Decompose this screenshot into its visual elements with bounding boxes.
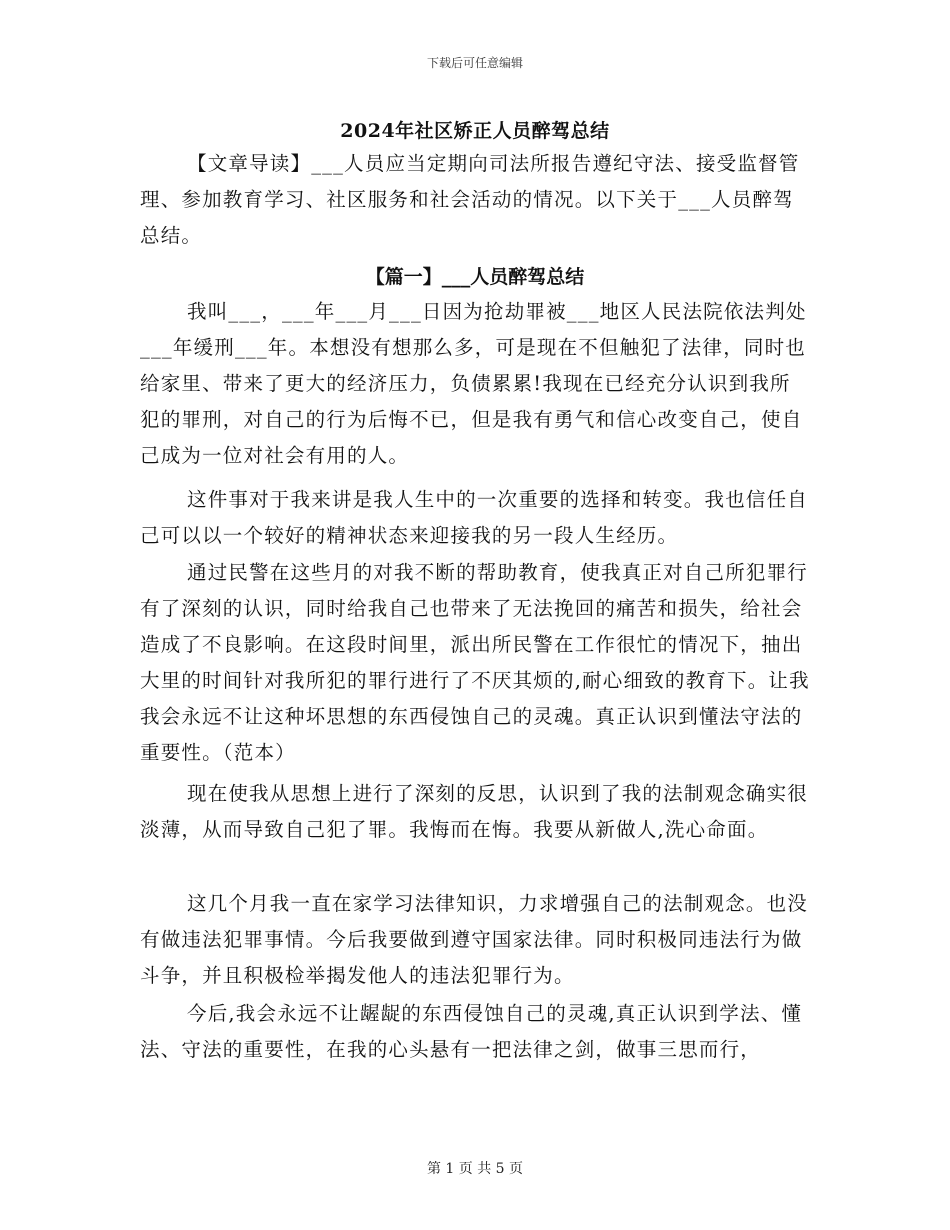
- body-paragraph-2: 这件事对于我来讲是我人生中的一次重要的选择和转变。我也信任自己可以以一个较好的精神状态来迎接我的另一段人生经历。: [140, 488, 809, 547]
- body-paragraph-6: 今后,我会永远不让龌龊的东西侵蚀自己的灵魂,真正认识到学法、懂法、守法的重要性，在我的心头悬有一把法律之剑，做事三思而行，: [140, 1002, 803, 1061]
- document-title: 2024年社区矫正人员醉驾总结: [340, 120, 610, 142]
- section-title: 【篇一】___人员醉驾总结: [365, 266, 585, 288]
- header-note: 下载后可任意编辑: [426, 56, 523, 70]
- body-paragraph-1: 我叫___，___年___月___日因为抢劫罪被___地区人民法院依法判处___年缓刑___年。本想没有想那么多，可是现在不但触犯了法律，同时也给家里、带来了更大的经济压力，负债累累!我现在已经充分认识到我所犯的罪刑，对自己的行为后悔不已，但是我有勇气和信心改变自己，使自己成为一位对社会有用的人。: [140, 300, 807, 467]
- page-number: 第 1 页 共 5 页: [426, 1161, 524, 1177]
- body-paragraph-4: 现在使我从思想上进行了深刻的反思，认识到了我的法制观念确实很淡薄，从而导致自己犯了罪。我悔而在悔。我要从新做人,洗心命面。: [140, 782, 809, 841]
- body-paragraph-5: 这几个月我一直在家学习法律知识，力求增强自己的法制观念。也没有做违法犯罪事情。今后我要做到遵守国家法律。同时积极同违法行为做斗争，并且积极检举揭发他人的违法犯罪行为。: [140, 892, 809, 987]
- body-paragraph-3: 通过民警在这些月的对我不断的帮助教育，使我真正对自己所犯罪行有了深刻的认识，同时给我自己也带来了无法挽回的痛苦和损失，给社会造成了不良影响。在这段时间里，派出所民警在工作很忙的情况下，抽出大里的时间针对我所犯的罪行进行了不厌其烦的,耐心细致的教育下。让我我会永远不让这种坏思想的东西侵蚀自己的灵魂。真正认识到懂法守法的重要性。（范本）: [140, 561, 810, 764]
- intro-paragraph: 【文章导读】___人员应当定期向司法所报告遵纪守法、接受监督管理、参加教育学习、社区服务和社会活动的情况。以下关于___人员醉驾总结。: [140, 152, 800, 247]
